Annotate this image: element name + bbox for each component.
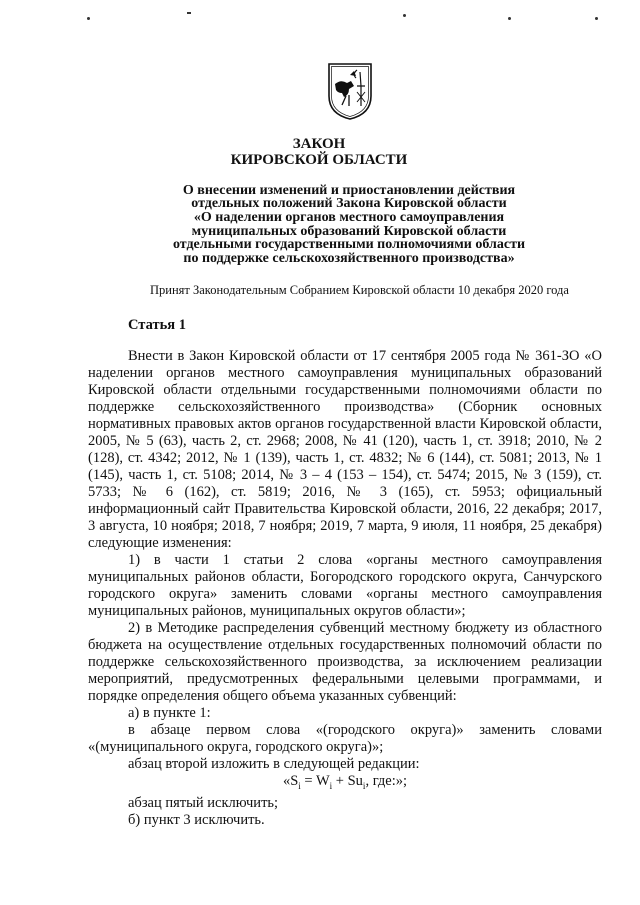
law-title: ЗАКОН bbox=[292, 136, 346, 152]
paragraph-subitem-b: б) пункт 3 исключить. bbox=[128, 811, 265, 828]
formula-tail: , где:»; bbox=[365, 773, 408, 789]
formula-subscript: i bbox=[298, 780, 301, 791]
subtitle-line: отдельными государственными полномочиями области bbox=[172, 237, 526, 252]
paragraph-delete-5: абзац пятый исключить; bbox=[128, 794, 279, 811]
subtitle-line: отдельных положений Закона Кировской области bbox=[191, 196, 507, 211]
formula-open: «S bbox=[282, 773, 299, 789]
scan-speck bbox=[187, 12, 191, 14]
article-body bbox=[88, 348, 602, 829]
article-heading: Статья 1 bbox=[128, 317, 186, 333]
formula-subscript: i bbox=[329, 780, 333, 791]
subtitle-line: «О наделении органов местного самоуправления bbox=[193, 210, 505, 225]
paragraph-new-wording: абзац второй изложить в следующей редакции: bbox=[128, 756, 420, 772]
formula-subscript: i bbox=[362, 780, 366, 791]
law-region: КИРОВСКОЙ ОБЛАСТИ bbox=[230, 152, 408, 168]
subtitle-line: О внесении изменений и приостановлении действия bbox=[182, 183, 516, 198]
subtitle-line: муниципальных образований Кировской области bbox=[191, 224, 507, 239]
formula-plus: + Su bbox=[332, 773, 363, 789]
kirov-coat-of-arms-icon bbox=[327, 62, 373, 120]
subtitle-line: по поддержке сельскохозяйственного производства» bbox=[183, 251, 515, 266]
formula bbox=[88, 773, 602, 795]
paragraph-replace: в абзаце первом слова «(городского округа)» заменить словами «(муниципального округа, городского округа)»; bbox=[88, 722, 602, 755]
formula-eq: = W bbox=[300, 773, 330, 789]
scan-speck bbox=[403, 14, 406, 17]
paragraph-subitem-a: а) в пункте 1: bbox=[128, 705, 211, 721]
scan-speck bbox=[87, 17, 90, 20]
paragraph-item-2: 2) в Методике распределения субвенций местному бюджету из областного бюджета на осуществление отдельных государственных полномочий области по поддержке сельскохозяйственного производства, за исключением реализации мероприятий, предусмотренных федеральными целевыми программами, и порядке определения общего объема указанных субвенций: bbox=[88, 620, 602, 704]
scan-speck bbox=[508, 17, 511, 20]
adoption-note: Принят Законодательным Собранием Кировской области 10 декабря 2020 года bbox=[150, 283, 569, 297]
paragraph-intro: Внести в Закон Кировской области от 17 сентября 2005 года № 361-ЗО «О наделении органов местного самоуправления муниципальных образований Кировской области отдельными государственными полномочиями области по поддержке сельскохозяйственного производства» (Сборник основных нормативных правовых актов органов государственной власти Кировской области, 2005, № 5 (63), часть 2, ст. 2968; 2008, № 41 (120), часть 1, ст. 3918; 2010, № 2 (128), ст. 4342; 2012, № 1 (139), часть 1, ст. 4832; № 6 (144), ст. 5081; 2013, № 1 (145), часть 1, ст. 5108; 2014, № 3 – 4 (153 – 154), ст. 5474; 2015, № 3 (159), ст. 5733; № 6 (162), ст. 5819; 2016, № 3 (165), ст. 5953; официальный информационный сайт Правительства Кировской области, 2016, 22 декабря; 2017, 3 августа, 10 ноября; 2018, 7 ноября; 2019, 7 марта, 9 июля, 11 ноября, 25 декабря) следующие изменения: bbox=[88, 348, 602, 551]
scan-speck bbox=[595, 17, 598, 20]
paragraph-item-1: 1) в части 1 статьи 2 слова «органы местного самоуправления муниципальных районов области, Богородского городского округа, Санчурского городского округа» заменить словами «органы местного самоуправления муниципальных районов, муниципальных округов области»; bbox=[88, 552, 602, 619]
